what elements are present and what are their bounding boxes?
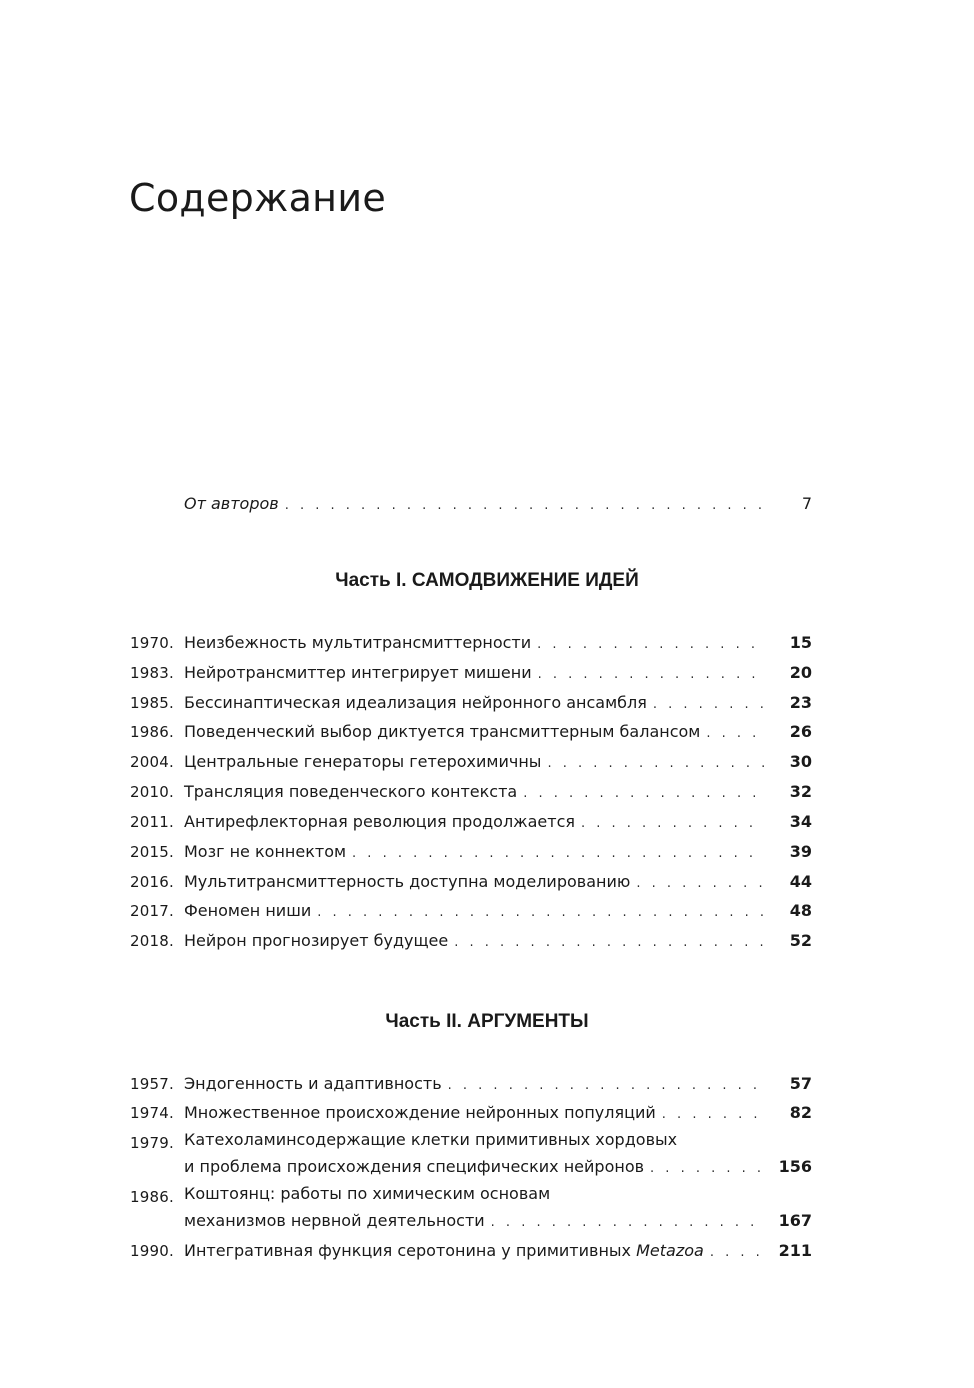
dot-leader <box>448 1071 764 1101</box>
dot-leader <box>317 898 764 928</box>
toc-entry-year: 1986. <box>130 1188 174 1206</box>
toc-entry[interactable] <box>130 688 812 720</box>
toc-entry-body <box>184 807 770 839</box>
toc-entry[interactable] <box>130 1236 812 1268</box>
toc-entry-body <box>184 926 770 958</box>
toc-entry-page: 167 <box>778 1211 812 1230</box>
toc-entry-page: 48 <box>789 901 812 920</box>
toc-entry-title-line1: Коштоянц: работы по химическим основам <box>184 1184 551 1203</box>
toc-entry-year: 1957. <box>130 1075 174 1093</box>
toc-entry[interactable] <box>130 777 812 809</box>
toc-entry-year: 1979. <box>130 1134 174 1152</box>
toc-entry[interactable] <box>130 867 812 899</box>
toc-entry-title: Центральные генераторы гетерохимичны <box>184 752 542 771</box>
toc-entry-title: Антирефлекторная революция продолжается <box>184 812 575 831</box>
dot-leader <box>650 1154 764 1184</box>
toc-entry-body <box>184 1236 770 1268</box>
dot-leader <box>636 869 764 899</box>
toc-entry-page: 30 <box>789 752 812 771</box>
toc-entry-year: 2018. <box>130 932 174 950</box>
toc-entry-page: 57 <box>789 1074 812 1093</box>
toc-entry-body <box>184 837 770 869</box>
toc-entry-title-line2-row <box>184 1152 812 1184</box>
part1-heading: Часть I. САМОДВИЖЕНИЕ ИДЕЙ <box>335 570 639 591</box>
toc-entry-title: Мультитрансмиттерность доступна моделированию <box>184 872 631 891</box>
dot-leader <box>581 809 764 839</box>
dot-leader <box>710 1238 764 1268</box>
toc-entry[interactable] <box>130 747 812 779</box>
toc-entry-title-text: Интегративная функция серотонина у примитивных <box>184 1241 632 1260</box>
toc-entry-body <box>184 1069 770 1101</box>
toc-entry-year: 2017. <box>130 902 174 920</box>
toc-entry[interactable] <box>130 717 812 749</box>
toc-entry-page: 32 <box>789 782 812 801</box>
toc-entry-title: Мозг не коннектом <box>184 842 347 861</box>
toc-entry-page: 82 <box>789 1103 812 1122</box>
dot-leader <box>537 630 764 660</box>
dot-leader <box>538 660 764 690</box>
toc-entry-title: Трансляция поведенческого контекста <box>184 782 518 801</box>
toc-entry-page: 39 <box>789 842 812 861</box>
toc-entry[interactable] <box>130 837 812 869</box>
toc-entry-title-line2: и проблема происхождения специфических нейронов <box>184 1157 645 1176</box>
toc-entry-page: 52 <box>789 931 812 950</box>
toc-entry-title-italic: Metazoa <box>636 1241 704 1260</box>
toc-entry-body <box>184 1098 770 1130</box>
toc-entry-year: 2004. <box>130 753 174 771</box>
toc-entry-body <box>184 896 770 928</box>
toc-entry-page: 20 <box>789 663 812 682</box>
toc-entry-page: 156 <box>778 1157 812 1176</box>
toc-entry-year: 2011. <box>130 813 174 831</box>
toc-entry[interactable] <box>130 926 812 958</box>
toc-entry-body <box>184 867 770 899</box>
toc-entry-page: 211 <box>778 1241 812 1260</box>
toc-entry-year: 1986. <box>130 723 174 741</box>
toc-entry-body <box>184 628 770 660</box>
toc-entry-year: 1970. <box>130 634 174 652</box>
toc-entry-year: 2015. <box>130 843 174 861</box>
toc-entry-year: 1985. <box>130 694 174 712</box>
toc-entry-body <box>184 688 770 720</box>
toc-entry-page: 15 <box>789 633 812 652</box>
dot-leader <box>352 839 764 869</box>
toc-entry[interactable] <box>130 896 812 928</box>
toc-entry-body <box>184 717 770 749</box>
toc-entry-title: Неизбежность мультитрансмиттерности <box>184 633 532 652</box>
dot-leader <box>523 779 764 809</box>
page-title: Содержание <box>129 176 386 220</box>
toc-entry-year: 2010. <box>130 783 174 801</box>
dot-leader <box>662 1100 764 1130</box>
dot-leader <box>547 749 764 779</box>
toc-entry-body <box>184 1182 812 1238</box>
toc-entry-title: Нейрон прогнозирует будущее <box>184 931 449 950</box>
dot-leader <box>653 690 764 720</box>
dot-leader <box>491 1208 764 1238</box>
toc-entry-body <box>184 658 770 690</box>
toc-entry[interactable] <box>130 1069 812 1101</box>
toc-entry[interactable] <box>130 1128 812 1184</box>
toc-entry[interactable] <box>130 807 812 839</box>
toc-entry-year: 2016. <box>130 873 174 891</box>
toc-entry-page: 44 <box>789 872 812 891</box>
toc-entry[interactable] <box>130 658 812 690</box>
dot-leader <box>454 928 764 958</box>
toc-entry-body <box>184 489 770 521</box>
toc-entry-body <box>184 777 770 809</box>
toc-entry-body <box>184 1128 812 1184</box>
toc-entry-title-line1: Катехоламинсодержащие клетки примитивных хордовых <box>184 1130 678 1149</box>
toc-entry-title: Поведенческий выбор диктуется трансмиттерным балансом <box>184 722 701 741</box>
toc-entry-title: Множественное происхождение нейронных популяций <box>184 1103 656 1122</box>
toc-entry-title: Феномен ниши <box>184 901 312 920</box>
toc-entry-page: 26 <box>789 722 812 741</box>
toc-entry-body <box>184 747 770 779</box>
toc-entry-intro[interactable] <box>184 489 812 521</box>
toc-entry-year: 1990. <box>130 1242 174 1260</box>
toc-entry-title-line2-row <box>184 1206 812 1238</box>
toc-entry-title: Бессинаптическая идеализация нейронного ансамбля <box>184 693 647 712</box>
toc-entry-title-line2: механизмов нервной деятельности <box>184 1211 485 1230</box>
toc-entry-year: 1974. <box>130 1104 174 1122</box>
toc-entry[interactable] <box>130 1098 812 1130</box>
dot-leader <box>706 719 764 749</box>
toc-entry[interactable] <box>130 1182 812 1238</box>
dot-leader <box>285 491 764 521</box>
toc-entry-year: 1983. <box>130 664 174 682</box>
toc-entry-title <box>184 1236 704 1266</box>
toc-entry-title: От авторов <box>184 494 279 513</box>
toc-entry-title: Нейротрансмиттер интегрирует мишени <box>184 663 532 682</box>
toc-entry-title: Эндогенность и адаптивность <box>184 1074 442 1093</box>
toc-entry-page: 23 <box>789 693 812 712</box>
toc-entry[interactable] <box>130 628 812 660</box>
toc-entry-page: 34 <box>789 812 812 831</box>
part2-heading: Часть II. АРГУМЕНТЫ <box>385 1011 589 1032</box>
toc-entry-page: 7 <box>801 494 812 513</box>
